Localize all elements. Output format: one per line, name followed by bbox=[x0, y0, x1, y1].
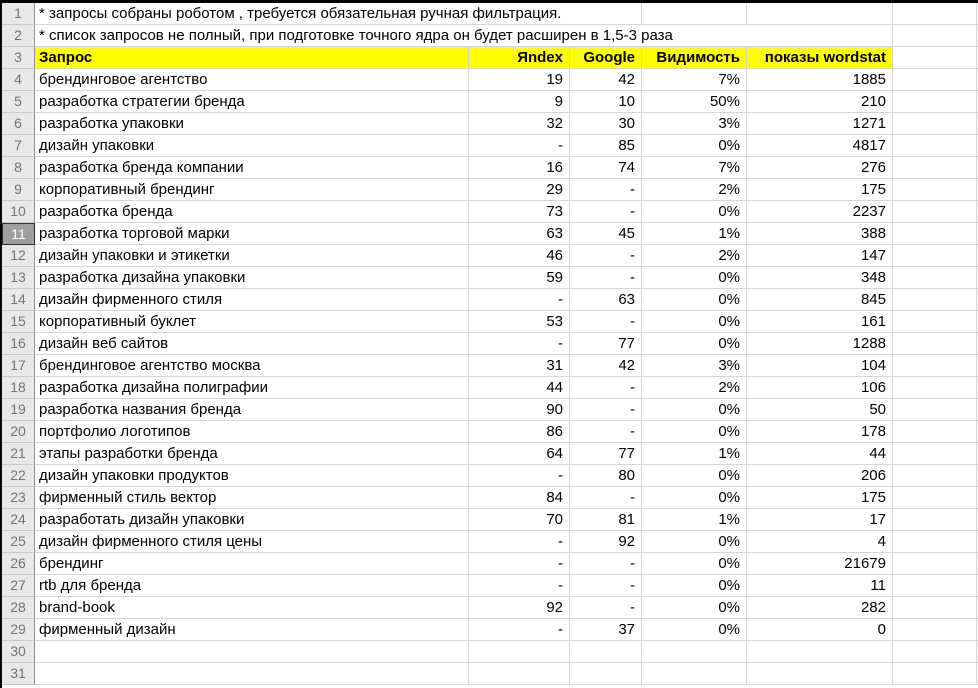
row-number[interactable]: 7 bbox=[2, 135, 35, 157]
cell-google[interactable]: 30 bbox=[570, 113, 642, 135]
cell-query[interactable]: брендинговое агентство bbox=[35, 69, 469, 91]
cell-empty[interactable] bbox=[570, 641, 642, 663]
cell-wordstat[interactable]: 282 bbox=[747, 597, 893, 619]
cell-wordstat[interactable]: 17 bbox=[747, 509, 893, 531]
cell-query[interactable]: brand-book bbox=[35, 597, 469, 619]
row-number[interactable]: 13 bbox=[2, 267, 35, 289]
cell-empty[interactable] bbox=[747, 641, 893, 663]
cell-query[interactable]: разработка дизайна упаковки bbox=[35, 267, 469, 289]
cell-wordstat[interactable]: 206 bbox=[747, 465, 893, 487]
cell-empty[interactable] bbox=[893, 135, 977, 157]
cell-google[interactable]: - bbox=[570, 179, 642, 201]
cell-yandex[interactable]: 53 bbox=[469, 311, 570, 333]
cell-empty[interactable] bbox=[893, 509, 977, 531]
row-number[interactable]: 31 bbox=[2, 663, 35, 685]
cell-yandex[interactable]: 84 bbox=[469, 487, 570, 509]
cell-wordstat[interactable]: 175 bbox=[747, 179, 893, 201]
row-number[interactable]: 26 bbox=[2, 553, 35, 575]
cell-yandex[interactable]: 32 bbox=[469, 113, 570, 135]
cell-wordstat[interactable]: 175 bbox=[747, 487, 893, 509]
cell-empty[interactable] bbox=[469, 641, 570, 663]
table-row bbox=[2, 113, 978, 135]
cell-empty[interactable] bbox=[893, 663, 977, 685]
column-header-wordstat[interactable]: показы wordstat bbox=[747, 47, 893, 69]
cell-yandex[interactable]: - bbox=[469, 135, 570, 157]
table-row bbox=[2, 333, 978, 355]
cell-visibility[interactable]: 0% bbox=[642, 311, 747, 333]
cell-empty[interactable] bbox=[893, 47, 977, 69]
cell-query[interactable]: разработка торговой марки bbox=[35, 223, 469, 245]
cell-empty[interactable] bbox=[893, 421, 977, 443]
row-number[interactable]: 19 bbox=[2, 399, 35, 421]
cell-yandex[interactable]: 31 bbox=[469, 355, 570, 377]
cell-google[interactable]: 80 bbox=[570, 465, 642, 487]
cell-wordstat[interactable]: 147 bbox=[747, 245, 893, 267]
note-cell-2[interactable]: * список запросов не полный, при подготовке точного ядра он будет расширен в 1,5-3 раза bbox=[35, 25, 893, 47]
cell-query[interactable]: разработка названия бренда bbox=[35, 399, 469, 421]
cell-visibility[interactable]: 2% bbox=[642, 377, 747, 399]
cell-yandex[interactable]: 29 bbox=[469, 179, 570, 201]
cell-query[interactable]: дизайн фирменного стиля цены bbox=[35, 531, 469, 553]
cell-empty[interactable] bbox=[893, 531, 977, 553]
header-row bbox=[2, 47, 978, 69]
cell-query[interactable]: фирменный стиль вектор bbox=[35, 487, 469, 509]
cell-empty[interactable] bbox=[893, 267, 977, 289]
column-header-query[interactable]: Запрос bbox=[35, 47, 469, 69]
table-row bbox=[2, 465, 978, 487]
cell-wordstat[interactable]: 21679 bbox=[747, 553, 893, 575]
cell-visibility[interactable]: 3% bbox=[642, 113, 747, 135]
table-row bbox=[2, 421, 978, 443]
cell-visibility[interactable]: 0% bbox=[642, 553, 747, 575]
cell-yandex[interactable]: 86 bbox=[469, 421, 570, 443]
table-row bbox=[2, 531, 978, 553]
cell-query[interactable]: дизайн упаковки продуктов bbox=[35, 465, 469, 487]
row-number[interactable]: 8 bbox=[2, 157, 35, 179]
cell-empty[interactable] bbox=[35, 663, 469, 685]
cell-empty[interactable] bbox=[893, 575, 977, 597]
cell-query[interactable]: дизайн веб сайтов bbox=[35, 333, 469, 355]
cell-empty[interactable] bbox=[893, 333, 977, 355]
row-number[interactable]: 29 bbox=[2, 619, 35, 641]
row-number[interactable]: 10 bbox=[2, 201, 35, 223]
cell-wordstat[interactable]: 210 bbox=[747, 91, 893, 113]
cell-visibility[interactable]: 7% bbox=[642, 157, 747, 179]
table-row bbox=[2, 267, 978, 289]
cell-yandex[interactable]: 44 bbox=[469, 377, 570, 399]
cell-wordstat[interactable]: 11 bbox=[747, 575, 893, 597]
row-number[interactable]: 30 bbox=[2, 641, 35, 663]
cell-visibility[interactable]: 2% bbox=[642, 179, 747, 201]
row-number[interactable]: 21 bbox=[2, 443, 35, 465]
cell-wordstat[interactable]: 161 bbox=[747, 311, 893, 333]
cell-wordstat[interactable]: 845 bbox=[747, 289, 893, 311]
row-number[interactable]: 14 bbox=[2, 289, 35, 311]
cell-yandex[interactable]: 59 bbox=[469, 267, 570, 289]
cell-visibility[interactable]: 0% bbox=[642, 135, 747, 157]
cell-empty[interactable] bbox=[642, 641, 747, 663]
cell-google[interactable]: - bbox=[570, 311, 642, 333]
cell-wordstat[interactable]: 2237 bbox=[747, 201, 893, 223]
cell-query[interactable]: дизайн упаковки bbox=[35, 135, 469, 157]
row-number[interactable]: 27 bbox=[2, 575, 35, 597]
cell-empty[interactable] bbox=[893, 157, 977, 179]
table-row bbox=[2, 355, 978, 377]
cell-empty[interactable] bbox=[642, 663, 747, 685]
cell-query[interactable]: брендинговое агентство москва bbox=[35, 355, 469, 377]
cell-google[interactable]: - bbox=[570, 377, 642, 399]
table-row bbox=[2, 245, 978, 267]
note-cell-1[interactable]: * запросы собраны роботом , требуется обязательная ручная фильтрация. bbox=[35, 3, 642, 25]
cell-query[interactable]: разработка упаковки bbox=[35, 113, 469, 135]
cell-google[interactable]: 42 bbox=[570, 355, 642, 377]
row-number[interactable]: 22 bbox=[2, 465, 35, 487]
cell-empty[interactable] bbox=[893, 465, 977, 487]
table-row bbox=[2, 135, 978, 157]
row-number[interactable]: 5 bbox=[2, 91, 35, 113]
cell-empty[interactable] bbox=[893, 91, 977, 113]
cell-visibility[interactable]: 0% bbox=[642, 465, 747, 487]
cell-empty[interactable] bbox=[893, 553, 977, 575]
table-row-empty bbox=[2, 663, 978, 685]
cell-google[interactable]: - bbox=[570, 553, 642, 575]
cell-query[interactable]: брендинг bbox=[35, 553, 469, 575]
cell-query[interactable]: rtb для бренда bbox=[35, 575, 469, 597]
table-row bbox=[2, 223, 978, 245]
note-row-1 bbox=[2, 3, 978, 25]
table-row bbox=[2, 289, 978, 311]
cell-visibility[interactable]: 0% bbox=[642, 333, 747, 355]
cell-wordstat[interactable]: 0 bbox=[747, 619, 893, 641]
column-header-visibility[interactable]: Видимость bbox=[642, 47, 747, 69]
cell-wordstat[interactable]: 106 bbox=[747, 377, 893, 399]
cell-wordstat[interactable]: 50 bbox=[747, 399, 893, 421]
row-number[interactable]: 4 bbox=[2, 69, 35, 91]
cell-empty[interactable] bbox=[747, 3, 893, 25]
cell-yandex[interactable]: 9 bbox=[469, 91, 570, 113]
cell-empty[interactable] bbox=[893, 223, 977, 245]
cell-visibility[interactable]: 0% bbox=[642, 619, 747, 641]
cell-wordstat[interactable]: 1288 bbox=[747, 333, 893, 355]
table-row bbox=[2, 597, 978, 619]
table-row bbox=[2, 509, 978, 531]
row-number[interactable]: 24 bbox=[2, 509, 35, 531]
cell-empty[interactable] bbox=[893, 69, 977, 91]
cell-google[interactable]: 63 bbox=[570, 289, 642, 311]
row-number[interactable]: 12 bbox=[2, 245, 35, 267]
cell-wordstat[interactable]: 276 bbox=[747, 157, 893, 179]
row-number[interactable]: 23 bbox=[2, 487, 35, 509]
table-row bbox=[2, 619, 978, 641]
cell-query[interactable]: разработка дизайна полиграфии bbox=[35, 377, 469, 399]
note-row-2 bbox=[2, 25, 978, 47]
cell-yandex[interactable]: 70 bbox=[469, 509, 570, 531]
table-row-empty bbox=[2, 641, 978, 663]
cell-empty[interactable] bbox=[893, 597, 977, 619]
cell-empty[interactable] bbox=[893, 443, 977, 465]
row-number[interactable]: 6 bbox=[2, 113, 35, 135]
cell-query[interactable]: разработка бренда компании bbox=[35, 157, 469, 179]
cell-yandex[interactable]: - bbox=[469, 531, 570, 553]
row-number[interactable]: 20 bbox=[2, 421, 35, 443]
cell-google[interactable]: - bbox=[570, 245, 642, 267]
row-number[interactable]: 15 bbox=[2, 311, 35, 333]
table-row bbox=[2, 377, 978, 399]
cell-query[interactable]: фирменный дизайн bbox=[35, 619, 469, 641]
cell-visibility[interactable]: 2% bbox=[642, 245, 747, 267]
table-row bbox=[2, 69, 978, 91]
cell-query[interactable]: дизайн упаковки и этикетки bbox=[35, 245, 469, 267]
cell-query[interactable]: дизайн фирменного стиля bbox=[35, 289, 469, 311]
cell-google[interactable]: 81 bbox=[570, 509, 642, 531]
cell-empty[interactable] bbox=[35, 641, 469, 663]
table-row bbox=[2, 311, 978, 333]
cell-yandex[interactable]: - bbox=[469, 553, 570, 575]
cell-empty[interactable] bbox=[893, 3, 977, 25]
cell-empty[interactable] bbox=[570, 663, 642, 685]
table-row bbox=[2, 157, 978, 179]
cell-wordstat[interactable]: 1885 bbox=[747, 69, 893, 91]
cell-visibility[interactable]: 7% bbox=[642, 69, 747, 91]
cell-visibility[interactable]: 0% bbox=[642, 575, 747, 597]
cell-yandex[interactable]: 73 bbox=[469, 201, 570, 223]
row-number[interactable]: 11 bbox=[2, 223, 35, 245]
table-row bbox=[2, 553, 978, 575]
cell-empty[interactable] bbox=[893, 25, 977, 47]
cell-google[interactable]: 77 bbox=[570, 443, 642, 465]
cell-yandex[interactable]: 46 bbox=[469, 245, 570, 267]
cell-yandex[interactable]: - bbox=[469, 465, 570, 487]
cell-google[interactable]: 85 bbox=[570, 135, 642, 157]
cell-empty[interactable] bbox=[642, 3, 747, 25]
cell-empty[interactable] bbox=[893, 311, 977, 333]
cell-wordstat[interactable]: 4 bbox=[747, 531, 893, 553]
table-row bbox=[2, 443, 978, 465]
cell-empty[interactable] bbox=[893, 179, 977, 201]
column-header-google[interactable]: Google bbox=[570, 47, 642, 69]
cell-empty[interactable] bbox=[893, 377, 977, 399]
cell-visibility[interactable]: 3% bbox=[642, 355, 747, 377]
column-header-yandex[interactable]: Яndex bbox=[469, 47, 570, 69]
row-number[interactable]: 25 bbox=[2, 531, 35, 553]
cell-google[interactable]: - bbox=[570, 267, 642, 289]
cell-wordstat[interactable]: 178 bbox=[747, 421, 893, 443]
cell-visibility[interactable]: 0% bbox=[642, 201, 747, 223]
row-number[interactable]: 3 bbox=[2, 47, 35, 69]
cell-query[interactable]: разработка стратегии бренда bbox=[35, 91, 469, 113]
cell-visibility[interactable]: 1% bbox=[642, 509, 747, 531]
cell-visibility[interactable]: 0% bbox=[642, 597, 747, 619]
row-number[interactable]: 9 bbox=[2, 179, 35, 201]
cell-visibility[interactable]: 0% bbox=[642, 399, 747, 421]
row-number[interactable]: 2 bbox=[2, 25, 35, 47]
cell-google[interactable]: - bbox=[570, 487, 642, 509]
table-row bbox=[2, 201, 978, 223]
cell-visibility[interactable]: 0% bbox=[642, 289, 747, 311]
table-row bbox=[2, 91, 978, 113]
cell-wordstat[interactable]: 44 bbox=[747, 443, 893, 465]
cell-visibility[interactable]: 50% bbox=[642, 91, 747, 113]
cell-query[interactable]: корпоративный буклет bbox=[35, 311, 469, 333]
cell-empty[interactable] bbox=[469, 663, 570, 685]
cell-google[interactable]: 74 bbox=[570, 157, 642, 179]
row-number[interactable]: 17 bbox=[2, 355, 35, 377]
cell-wordstat[interactable]: 4817 bbox=[747, 135, 893, 157]
cell-google[interactable]: 42 bbox=[570, 69, 642, 91]
cell-visibility[interactable]: 0% bbox=[642, 531, 747, 553]
cell-query[interactable]: этапы разработки бренда bbox=[35, 443, 469, 465]
sheet-rows bbox=[2, 69, 978, 685]
cell-visibility[interactable]: 0% bbox=[642, 487, 747, 509]
row-number[interactable]: 18 bbox=[2, 377, 35, 399]
table-row bbox=[2, 487, 978, 509]
cell-google[interactable]: 10 bbox=[570, 91, 642, 113]
cell-query[interactable]: портфолио логотипов bbox=[35, 421, 469, 443]
cell-visibility[interactable]: 0% bbox=[642, 421, 747, 443]
cell-query[interactable]: разработка бренда bbox=[35, 201, 469, 223]
cell-wordstat[interactable]: 104 bbox=[747, 355, 893, 377]
cell-yandex[interactable]: 19 bbox=[469, 69, 570, 91]
cell-google[interactable]: 92 bbox=[570, 531, 642, 553]
table-row bbox=[2, 399, 978, 421]
cell-yandex[interactable]: 92 bbox=[469, 597, 570, 619]
cell-wordstat[interactable]: 1271 bbox=[747, 113, 893, 135]
cell-yandex[interactable]: - bbox=[469, 575, 570, 597]
cell-visibility[interactable]: 1% bbox=[642, 443, 747, 465]
row-number[interactable]: 1 bbox=[2, 3, 35, 25]
cell-yandex[interactable]: 16 bbox=[469, 157, 570, 179]
cell-yandex[interactable]: - bbox=[469, 333, 570, 355]
cell-yandex[interactable]: 64 bbox=[469, 443, 570, 465]
cell-empty[interactable] bbox=[893, 355, 977, 377]
cell-google[interactable]: 45 bbox=[570, 223, 642, 245]
cell-query[interactable]: разработать дизайн упаковки bbox=[35, 509, 469, 531]
cell-google[interactable]: 37 bbox=[570, 619, 642, 641]
cell-yandex[interactable]: 90 bbox=[469, 399, 570, 421]
cell-yandex[interactable]: - bbox=[469, 289, 570, 311]
cell-yandex[interactable]: - bbox=[469, 619, 570, 641]
cell-google[interactable]: - bbox=[570, 421, 642, 443]
cell-google[interactable]: - bbox=[570, 399, 642, 421]
cell-query[interactable]: корпоративный брендинг bbox=[35, 179, 469, 201]
cell-visibility[interactable]: 0% bbox=[642, 267, 747, 289]
table-row bbox=[2, 179, 978, 201]
cell-yandex[interactable]: 63 bbox=[469, 223, 570, 245]
cell-google[interactable]: - bbox=[570, 201, 642, 223]
cell-google[interactable]: 77 bbox=[570, 333, 642, 355]
cell-empty[interactable] bbox=[893, 245, 977, 267]
cell-empty[interactable] bbox=[893, 201, 977, 223]
cell-visibility[interactable]: 1% bbox=[642, 223, 747, 245]
cell-empty[interactable] bbox=[893, 113, 977, 135]
cell-empty[interactable] bbox=[893, 399, 977, 421]
row-number[interactable]: 28 bbox=[2, 597, 35, 619]
cell-empty[interactable] bbox=[893, 619, 977, 641]
cell-wordstat[interactable]: 348 bbox=[747, 267, 893, 289]
table-row bbox=[2, 575, 978, 597]
cell-google[interactable]: - bbox=[570, 575, 642, 597]
cell-empty[interactable] bbox=[893, 641, 977, 663]
cell-empty[interactable] bbox=[893, 289, 977, 311]
cell-wordstat[interactable]: 388 bbox=[747, 223, 893, 245]
cell-google[interactable]: - bbox=[570, 597, 642, 619]
cell-empty[interactable] bbox=[747, 663, 893, 685]
row-number[interactable]: 16 bbox=[2, 333, 35, 355]
cell-empty[interactable] bbox=[893, 487, 977, 509]
